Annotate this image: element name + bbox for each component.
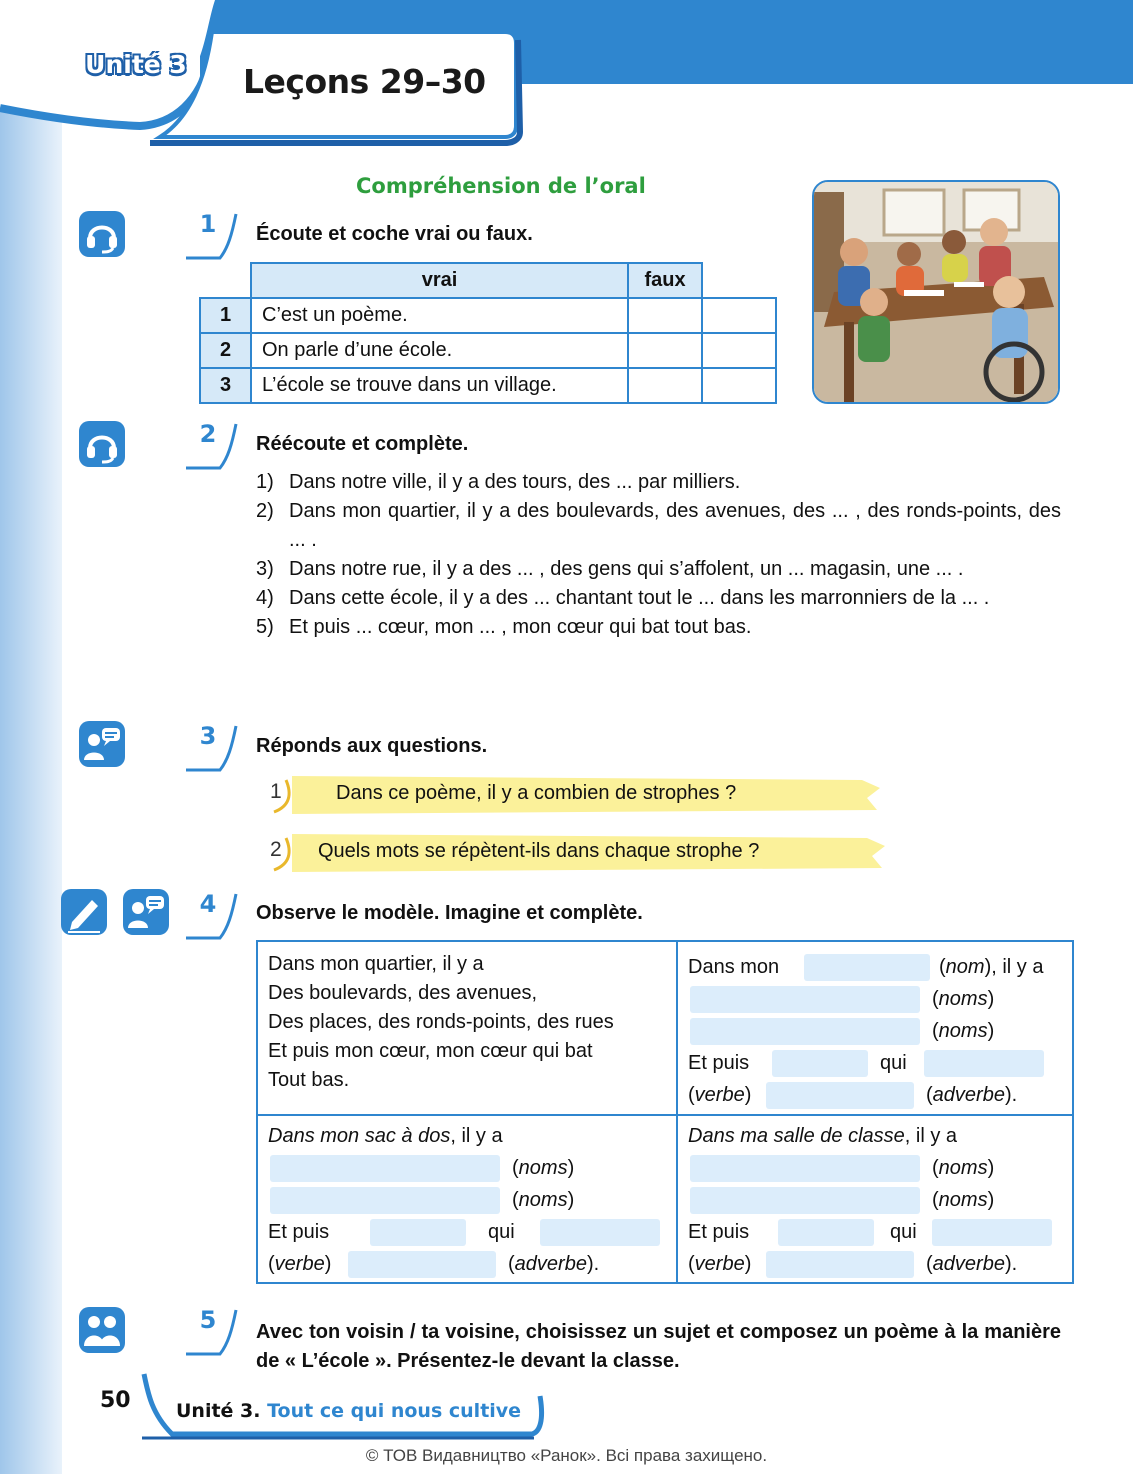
blank-noms[interactable] [690,1187,920,1214]
exercise-4-instruction: Observe le modèle. Imagine et complète. [256,902,643,924]
exercise-3-instruction: Réponds aux questions. [256,735,488,757]
vrai-checkbox[interactable] [628,298,702,333]
row-number: 2 [200,333,251,368]
blank-line[interactable] [348,1251,496,1278]
list-item: 1) Dans notre ville, il y a des tours, des ... par milliers. [256,471,741,493]
blank-line[interactable] [766,1251,914,1278]
row-text: C’est un poème. [251,298,628,333]
blank-adverbe[interactable] [924,1050,1044,1077]
exercise-1-number: 1 [186,210,246,266]
table-row [200,298,776,333]
dans-mon-label: Dans mon [688,956,780,978]
exercise-5-instruction: Avec ton voisin / ta voisine, choisissez un sujet et composez un poème à la manière de « L’école ». Présentez-le devant la classe. [256,1321,1061,1372]
header-vrai: vrai [251,263,628,298]
blank-noms[interactable] [270,1187,500,1214]
true-false-table [199,262,777,404]
list-item: 5) Et puis ... cœur, mon ... , mon cœur qui bat tout bas. [256,616,752,638]
nom-label: nom [945,956,985,978]
pencil-icon[interactable] [60,888,108,936]
blank-noms[interactable] [690,1018,920,1045]
vrai-checkbox[interactable] [628,333,702,368]
blank-verbe[interactable] [778,1219,874,1246]
unit-badge: Unité 3 [85,49,187,79]
left-gradient-bar [0,0,62,1474]
copyright: © ТОВ Видавництво «Ранок». Всі права захищено. [365,1446,768,1465]
page-title: Leçons 29–30 [243,62,486,101]
table-row [200,368,776,403]
vrai-checkbox[interactable] [628,368,702,403]
pair-work-icon[interactable] [78,1306,126,1354]
headphones-icon[interactable] [78,210,126,258]
exercise-2-number: 2 [186,420,246,476]
question-2: 2 Quels mots se répètent-ils dans chaque strophe ? [262,832,887,874]
classroom-photo [812,180,1060,404]
exercise-4-number: 4 [186,890,246,946]
blank-verbe[interactable] [772,1050,868,1077]
blank-noms[interactable] [690,986,920,1013]
faux-checkbox[interactable] [702,368,776,403]
blank-adverbe[interactable] [540,1219,660,1246]
section-title: Compréhension de l’oral [356,174,646,198]
blank-noms[interactable] [270,1155,500,1182]
model-poem: Dans mon quartier, il y a Des boulevards, des avenues, Des places, des ronds-points, des rues Et puis mon cœur, mon cœur qui bat Tout bas. [268,953,614,1091]
poem-grid: Dans mon quartier, il y a Des boulevards, des avenues, Des places, des ronds-points, des rues Et puis mon cœur, mon cœur qui bat Tout bas. Dans mon (nom), il y a (noms) (noms) Et puis qui (verbe) (adverbe). Dans mon sac à dos, il y a (noms) (noms) Et puis qui (verbe) (adverbe). Dans ma salle de classe, il y a (noms) (noms) Et puis qui (verbe) (adverbe). [256,940,1074,1284]
sac-label: Dans mon sac à dos [268,1125,451,1147]
row-number: 1 [200,298,251,333]
blank-nom[interactable] [804,954,930,981]
faux-checkbox[interactable] [702,333,776,368]
speech-person-icon[interactable] [78,720,126,768]
footer-unit-title: Unité 3. Tout ce qui nous cultive [176,1400,522,1422]
page-number: 50 [100,1388,131,1413]
row-text: On parle d’une école. [251,333,628,368]
row-text: L’école se trouve dans un village. [251,368,628,403]
exercise-1-instruction: Écoute et coche vrai ou faux. [256,223,533,245]
headphones-icon[interactable] [78,420,126,468]
table-row [200,333,776,368]
blank-noms[interactable] [690,1155,920,1182]
faux-checkbox[interactable] [702,298,776,333]
exercise-5-number: 5 [186,1306,246,1362]
blank-adverbe[interactable] [932,1219,1052,1246]
row-number: 3 [200,368,251,403]
blank-line[interactable] [766,1082,914,1109]
blank-verbe[interactable] [370,1219,466,1246]
list-item: 3) Dans notre rue, il y a des ... , des gens qui s’affolent, un ... magasin, une ... . [256,558,964,580]
salle-label: Dans ma salle de classe [688,1125,905,1147]
speech-person-icon[interactable] [122,888,170,936]
list-item: 2) Dans mon quartier, il y a des boulevards, des avenues, des ... , des ronds-points, des ... . [256,500,1061,551]
exercise-2-instruction: Réécoute et complète. [256,433,469,455]
list-item: 4) Dans cette école, il y a des ... chantant tout le ... dans les marronniers de la ... . [256,587,990,609]
exercise-3-number: 3 [186,722,246,778]
header-faux: faux [628,263,702,298]
completion-list [256,468,1061,642]
question-1: 1 Dans ce poème, il y a combien de strophes ? [262,774,882,816]
